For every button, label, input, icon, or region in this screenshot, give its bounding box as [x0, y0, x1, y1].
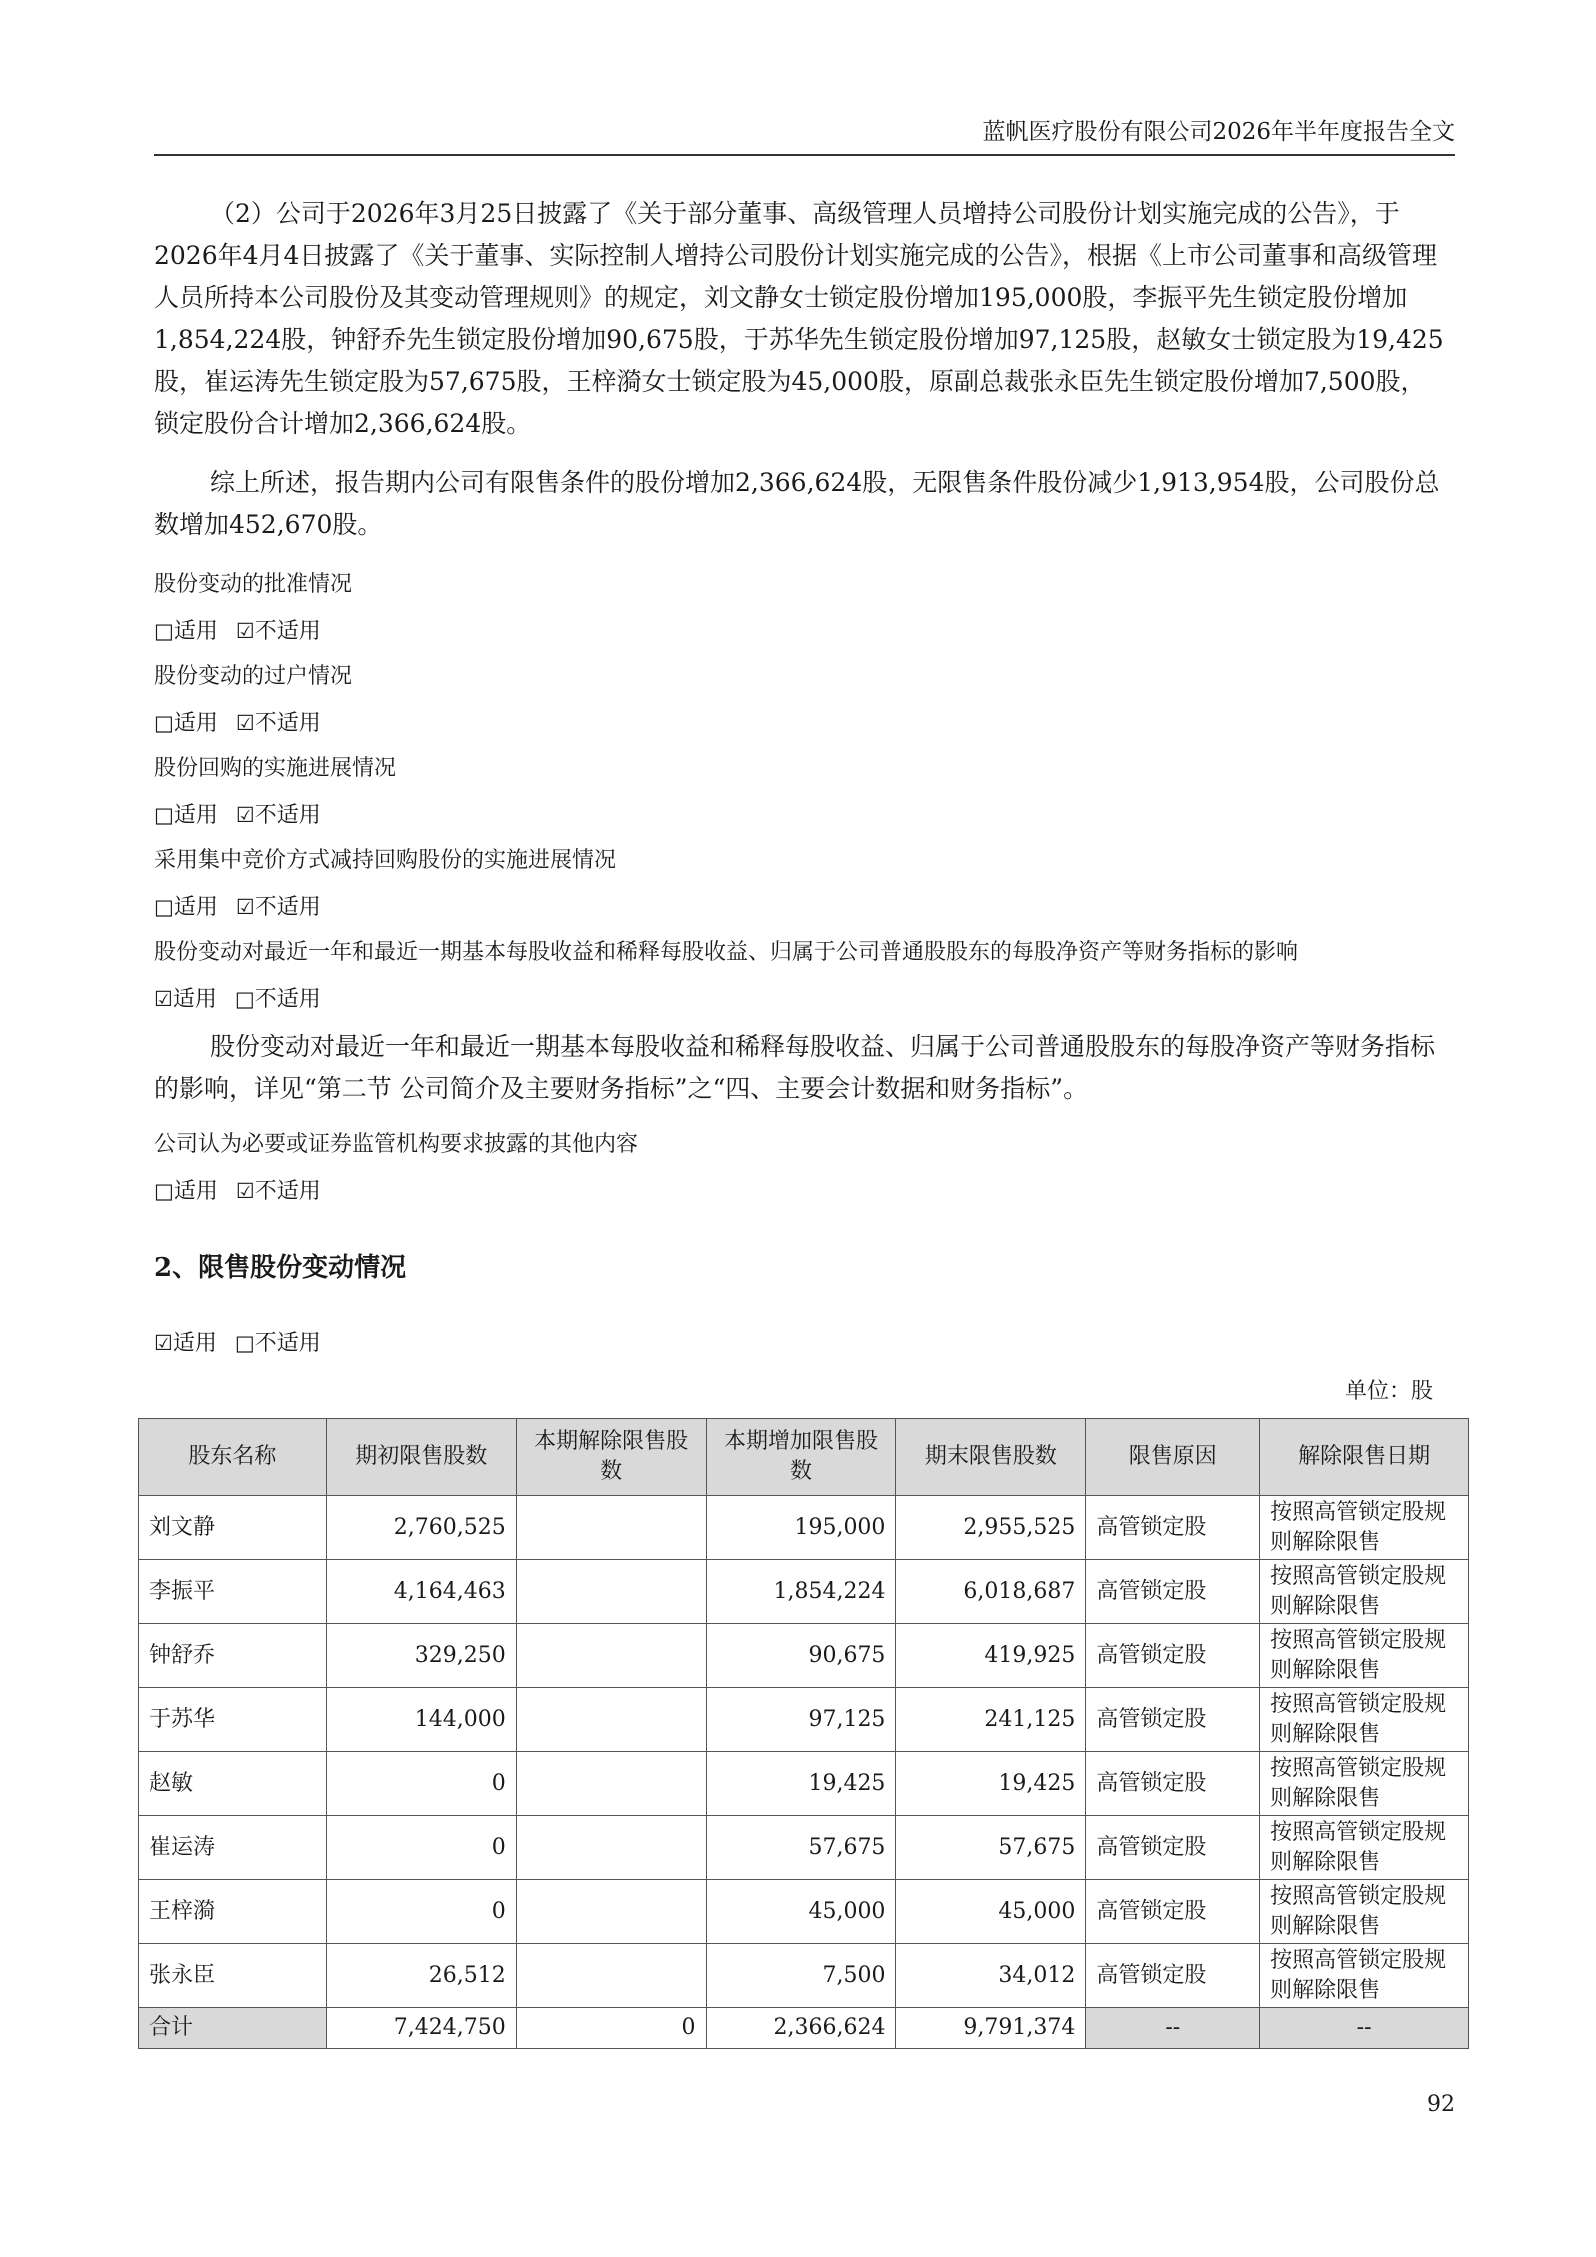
column-header: 本期解除限售股数	[516, 1419, 706, 1496]
choice-applicable-label: 适用	[172, 987, 217, 1012]
cell-total-added: 2,366,624	[706, 2008, 896, 2049]
cell-shareholder: 钟舒乔	[139, 1624, 327, 1688]
cell-opening: 0	[326, 1816, 516, 1880]
checkbox-unchecked-icon: □	[234, 987, 255, 1011]
choice-not-applicable-label: 不适用	[254, 1331, 321, 1356]
header-divider	[154, 154, 1455, 156]
choice-applicable-label: 适用	[173, 803, 218, 828]
cell-total-released: 0	[516, 2008, 706, 2049]
cell-shareholder: 于苏华	[139, 1688, 327, 1752]
cell-opening: 0	[326, 1880, 516, 1944]
label-transfer: 股份变动的过户情况	[154, 664, 353, 689]
cell-reason: 高管锁定股	[1086, 1816, 1260, 1880]
table-row	[139, 1944, 1469, 2008]
checkbox-checked-icon: ☑	[154, 1331, 173, 1355]
cell-release-date: 按照高管锁定股规则解除限售	[1260, 1944, 1469, 2008]
choice-not-applicable-label: 不适用	[254, 895, 321, 920]
cell-shareholder: 赵敏	[139, 1752, 327, 1816]
cell-shareholder: 刘文静	[139, 1496, 327, 1560]
cell-opening: 26,512	[326, 1944, 516, 2008]
unit-label: 单位：股	[1344, 1379, 1433, 1404]
checkbox-checked-icon: ☑	[235, 1179, 255, 1203]
checkbox-unchecked-icon: □	[154, 895, 174, 919]
choice-not-applicable-label: 不适用	[254, 803, 321, 828]
cell-reason: 高管锁定股	[1086, 1944, 1260, 2008]
cell-released	[516, 1496, 706, 1560]
checkbox-unchecked-icon: □	[234, 1331, 255, 1355]
cell-total-reason: --	[1086, 2008, 1260, 2049]
column-header: 期末限售股数	[896, 1419, 1086, 1496]
cell-release-date: 按照高管锁定股规则解除限售	[1260, 1816, 1469, 1880]
table-row	[139, 1688, 1469, 1752]
cell-shareholder: 崔运涛	[139, 1816, 327, 1880]
cell-released	[516, 1752, 706, 1816]
checkbox-checked-icon: ☑	[154, 987, 173, 1011]
table-total-row	[139, 2008, 1469, 2049]
cell-added: 45,000	[706, 1880, 896, 1944]
choice-other-disclosure	[154, 1174, 321, 1205]
cell-reason: 高管锁定股	[1086, 1880, 1260, 1944]
paragraph-summary	[154, 462, 1444, 546]
cell-release-date: 按照高管锁定股规则解除限售	[1260, 1624, 1469, 1688]
cell-opening: 329,250	[326, 1624, 516, 1688]
paragraph-impact-detail	[154, 1026, 1444, 1110]
checkbox-unchecked-icon: □	[154, 619, 174, 643]
cell-reason: 高管锁定股	[1086, 1752, 1260, 1816]
label-approval: 股份变动的批准情况	[154, 572, 353, 597]
table-row	[139, 1624, 1469, 1688]
choice-transfer	[154, 706, 321, 737]
cell-reason: 高管锁定股	[1086, 1560, 1260, 1624]
choice-not-applicable-label: 不适用	[254, 711, 321, 736]
page-number: 92	[1427, 2092, 1455, 2117]
cell-release-date: 按照高管锁定股规则解除限售	[1260, 1688, 1469, 1752]
cell-closing: 2,955,525	[896, 1496, 1086, 1560]
paragraph-text: 股份变动对最近一年和最近一期基本每股收益和稀释每股收益、归属于公司普通股股东的每股净资产等财务指标的影响，详见“第二节 公司简介及主要财务指标”之“四、主要会计数据和财务指标”。	[154, 1032, 1436, 1103]
cell-total-label: 合计	[139, 2008, 327, 2049]
cell-released	[516, 1944, 706, 2008]
table-row	[139, 1752, 1469, 1816]
checkbox-unchecked-icon: □	[154, 711, 174, 735]
cell-closing: 45,000	[896, 1880, 1086, 1944]
table-row	[139, 1816, 1469, 1880]
cell-opening: 0	[326, 1752, 516, 1816]
cell-released	[516, 1880, 706, 1944]
checkbox-checked-icon: ☑	[235, 711, 255, 735]
choice-applicable-label: 适用	[173, 619, 218, 644]
label-repurchase: 股份回购的实施进展情况	[154, 756, 397, 781]
cell-added: 7,500	[706, 1944, 896, 2008]
cell-release-date: 按照高管锁定股规则解除限售	[1260, 1880, 1469, 1944]
paragraph-text: （2）公司于2026年3月25日披露了《关于部分董事、高级管理人员增持公司股份计划实施完成的公告》，于2026年4月4日披露了《关于董事、实际控制人增持公司股份计划实施完成的公告》，根据《上市公司董事和高级管理人员所持本公司股份及其变动管理规则》的规定，刘文静女士锁定股份增加195,000股，李振平先生锁定股份增加1,854,224股，钟舒乔先生锁定股份增加90,675股，于苏华先生锁定股份增加97,125股，赵敏女士锁定股为19,425股，崔运涛先生锁定股为57,675股，王梓漪女士锁定股为45,000股，原副总裁张永臣先生锁定股份增加7,500股，锁定股份合计增加2,366,624股。	[154, 199, 1444, 438]
choice-impact	[154, 982, 321, 1013]
cell-released	[516, 1688, 706, 1752]
cell-added: 19,425	[706, 1752, 896, 1816]
checkbox-unchecked-icon: □	[154, 1179, 174, 1203]
cell-released	[516, 1624, 706, 1688]
cell-reason: 高管锁定股	[1086, 1624, 1260, 1688]
cell-released	[516, 1816, 706, 1880]
choice-applicable-label: 适用	[172, 1331, 217, 1356]
cell-closing: 34,012	[896, 1944, 1086, 2008]
cell-opening: 144,000	[326, 1688, 516, 1752]
section-title: 2、限售股份变动情况	[154, 1253, 407, 1283]
label-impact: 股份变动对最近一年和最近一期基本每股收益和稀释每股收益、归属于公司普通股股东的每股净资产等财务指标的影响	[154, 940, 1299, 965]
choice-not-applicable-label: 不适用	[254, 987, 321, 1012]
column-header: 本期增加限售股数	[706, 1419, 896, 1496]
cell-shareholder: 王梓漪	[139, 1880, 327, 1944]
choice-reduction	[154, 890, 321, 921]
column-header: 限售原因	[1086, 1419, 1260, 1496]
cell-added: 57,675	[706, 1816, 896, 1880]
column-header: 股东名称	[139, 1419, 327, 1496]
cell-added: 97,125	[706, 1688, 896, 1752]
cell-shareholder: 李振平	[139, 1560, 327, 1624]
cell-added: 1,854,224	[706, 1560, 896, 1624]
choice-approval	[154, 614, 321, 645]
label-reduction: 采用集中竞价方式减持回购股份的实施进展情况	[154, 848, 617, 873]
choice-not-applicable-label: 不适用	[254, 619, 321, 644]
choice-restricted-shares	[154, 1326, 321, 1357]
cell-added: 90,675	[706, 1624, 896, 1688]
table-header-row	[139, 1419, 1469, 1496]
cell-total-release-date: --	[1260, 2008, 1469, 2049]
column-header: 解除限售日期	[1260, 1419, 1469, 1496]
cell-closing: 419,925	[896, 1624, 1086, 1688]
checkbox-checked-icon: ☑	[235, 895, 255, 919]
cell-release-date: 按照高管锁定股规则解除限售	[1260, 1496, 1469, 1560]
cell-shareholder: 张永臣	[139, 1944, 327, 2008]
table-row	[139, 1560, 1469, 1624]
checkbox-checked-icon: ☑	[235, 619, 255, 643]
cell-release-date: 按照高管锁定股规则解除限售	[1260, 1752, 1469, 1816]
cell-total-opening: 7,424,750	[326, 2008, 516, 2049]
column-header: 期初限售股数	[326, 1419, 516, 1496]
paragraph-lock-shares	[154, 193, 1444, 445]
cell-opening: 2,760,525	[326, 1496, 516, 1560]
choice-applicable-label: 适用	[173, 1179, 218, 1204]
checkbox-unchecked-icon: □	[154, 803, 174, 827]
cell-reason: 高管锁定股	[1086, 1688, 1260, 1752]
table-row	[139, 1880, 1469, 1944]
cell-closing: 6,018,687	[896, 1560, 1086, 1624]
cell-closing: 19,425	[896, 1752, 1086, 1816]
cell-reason: 高管锁定股	[1086, 1496, 1260, 1560]
cell-opening: 4,164,463	[326, 1560, 516, 1624]
report-header-title: 蓝帆医疗股份有限公司2026年半年度报告全文	[982, 119, 1455, 145]
choice-applicable-label: 适用	[173, 895, 218, 920]
cell-closing: 241,125	[896, 1688, 1086, 1752]
cell-released	[516, 1560, 706, 1624]
cell-release-date: 按照高管锁定股规则解除限售	[1260, 1560, 1469, 1624]
choice-applicable-label: 适用	[173, 711, 218, 736]
label-other-disclosure: 公司认为必要或证券监管机构要求披露的其他内容	[154, 1132, 639, 1157]
paragraph-text: 综上所述，报告期内公司有限售条件的股份增加2,366,624股，无限售条件股份减少1,913,954股，公司股份总数增加452,670股。	[154, 468, 1440, 539]
checkbox-checked-icon: ☑	[235, 803, 255, 827]
table-row	[139, 1496, 1469, 1560]
choice-not-applicable-label: 不适用	[254, 1179, 321, 1204]
cell-added: 195,000	[706, 1496, 896, 1560]
cell-total-closing: 9,791,374	[896, 2008, 1086, 2049]
cell-closing: 57,675	[896, 1816, 1086, 1880]
choice-repurchase	[154, 798, 321, 829]
restricted-shares-table	[138, 1418, 1469, 2049]
